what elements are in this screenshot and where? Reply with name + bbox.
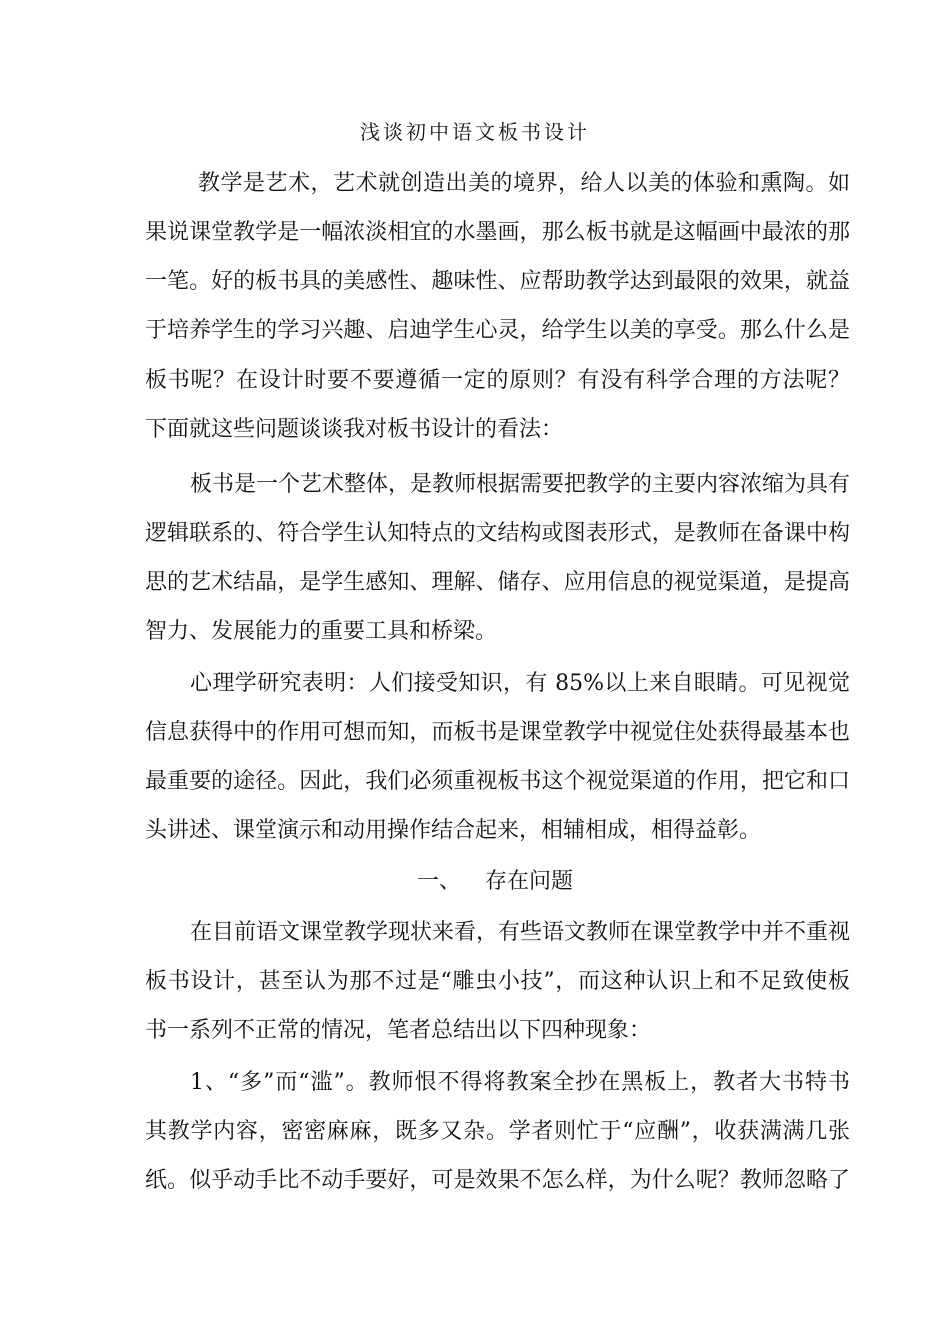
paragraph-line: 下面就这些问题谈谈我对板书设计的看法： bbox=[145, 417, 564, 442]
paragraph-line: 板书设计，甚至认为那不过是“雕虫小技”，而这种认识上和不足致使板 bbox=[145, 969, 850, 994]
paragraph-line: 教学是艺术，艺术就创造出美的境界，给人以美的体验和熏陶。如 bbox=[198, 171, 850, 196]
paragraph-line: 板书呢？在设计时要不要遵循一定的原则？有没有科学合理的方法呢？ bbox=[145, 368, 850, 393]
paragraph-line: 思的艺术结晶，是学生感知、理解、储存、应用信息的视觉渠道，是提高 bbox=[145, 570, 850, 595]
section-title: 存在问题 bbox=[485, 869, 574, 894]
paragraph-line: 一笔。好的板书具的美感性、趣味性、应帮助教学达到最限的效果，就益 bbox=[145, 269, 850, 294]
document-title: 浅谈初中语文板书设计 bbox=[360, 120, 590, 144]
paragraph-line: 1、“多”而“滥”。教师恨不得将教案全抄在黑板上，教者大书特书 bbox=[190, 1070, 850, 1095]
paragraph-line: 书一系列不正常的情况，笔者总结出以下四种现象： bbox=[145, 1018, 652, 1043]
section-heading bbox=[0, 862, 950, 902]
paragraph-line: 智力、发展能力的重要工具和桥梁。 bbox=[145, 619, 498, 644]
paragraph-line: 最重要的途径。因此，我们必须重视板书这个视觉渠道的作用，把它和口 bbox=[145, 769, 850, 794]
section-number: 一、 bbox=[417, 869, 462, 894]
paragraph-line: 心理学研究表明：人们接受知识，有 85%以上来自眼睛。可见视觉 bbox=[190, 671, 850, 696]
paragraph-line: 果说课堂教学是一幅浓淡相宜的水墨画，那么板书就是这幅画中最浓的那 bbox=[145, 220, 850, 245]
paragraph-line: 于培养学生的学习兴趣、启迪学生心灵，给学生以美的享受。那么什么是 bbox=[145, 318, 850, 343]
paragraph-line: 逻辑联系的、符合学生认知特点的文结构或图表形式，是教师在备课中构 bbox=[145, 521, 850, 546]
paragraph-line: 纸。似乎动手比不动手要好，可是效果不怎么样，为什么呢？教师忽略了 bbox=[145, 1168, 850, 1193]
paragraph-line: 其教学内容，密密麻麻，既多又杂。学者则忙于“应酬”，收获满满几张 bbox=[145, 1119, 850, 1144]
paragraph-line: 板书是一个艺术整体，是教师根据需要把教学的主要内容浓缩为具有 bbox=[190, 472, 850, 497]
paragraph-line: 信息获得中的作用可想而知，而板书是课堂教学中视觉住处获得最基本也 bbox=[145, 720, 850, 745]
paragraph-line: 在目前语文课堂教学现状来看，有些语文教师在课堂教学中并不重视 bbox=[190, 920, 850, 945]
paragraph-line: 头讲述、课堂演示和动用操作结合起来，相辅相成，相得益彰。 bbox=[145, 818, 762, 843]
